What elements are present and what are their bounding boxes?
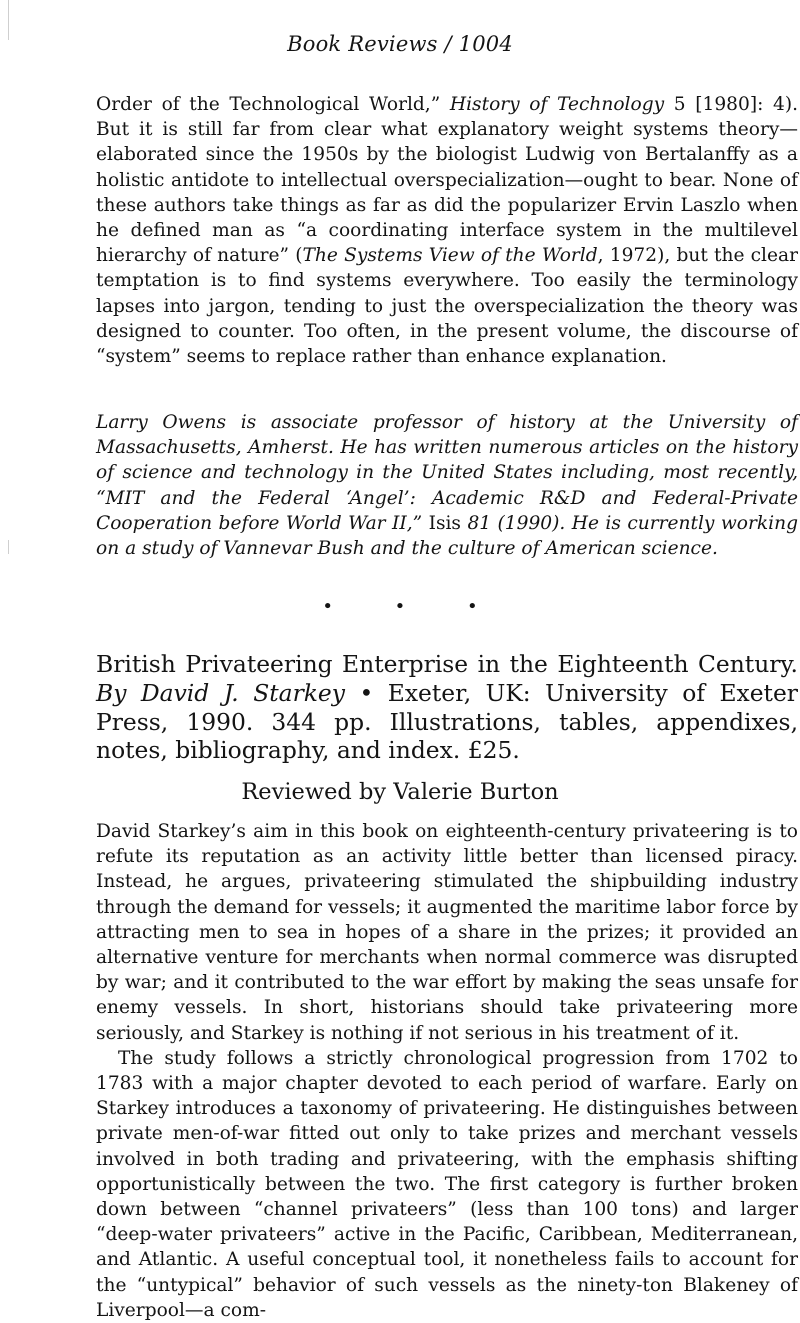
text-run: Order of the Technological World,”	[96, 94, 450, 115]
section-separator: • • •	[322, 596, 478, 617]
text-run: Larry Owens is associate professor of history at the University of Massachusetts, Amherst. He has written numerous articles on the history of science and technology in the United States including, most recently, “MIT and the Federal ‘Angel’: Academic R&D and Federal-Private Cooperation before World War II,”	[96, 412, 798, 534]
italic-title: History of Technology	[449, 94, 665, 115]
text-run: 5 [1980]: 4). But it is still far from clear what explanatory weight systems theory—elaborated since the 1950s by the biologist Ludwig von Bertalanffy as a holistic antidote to intellectual overspecialization—ought to bear. None of these authors take things as far as did the popularizer Ervin Laszlo when he defined man as “a coordinating interface system in the multilevel hierarchy of nature” (	[96, 94, 798, 267]
italic-title: By David J. Starkey	[96, 678, 345, 707]
scan-edge-mark	[8, 540, 9, 554]
journal-name: Isis	[428, 512, 461, 534]
text-run: 81 (1990). He is currently working on a study of Vannevar Bush and the culture of American science.	[96, 512, 798, 560]
italic-title: The Systems View of the World	[302, 245, 598, 267]
reviewer-bio-block	[96, 410, 798, 561]
review-paragraph-1: David Starkey’s aim in this book on eighteenth-century privateering is to refute its reputation as an activity little better than licensed piracy. Instead, he argues, privateering stimulated the shipbuilding industry through the demand for vessels; it augmented the maritime labor force by attracting men to sea in hopes of a share in the prizes; it provided an alternative venture for merchants when normal commerce was disrupted by war; and it contributed to the war effort by making the seas unsafe for enemy vessels. In short, historians should take privateering more seriously, and Starkey is nothing if not serious in his treatment of it.	[96, 821, 798, 1044]
book-entry	[96, 650, 798, 765]
book-entry-block	[96, 650, 798, 765]
review-paragraph-2: The study follows a strictly chronological progression from 1702 to 1783 with a major chapter devoted to each period of warfare. Early on Starkey introduces a taxonomy of privateering. He distinguishes between private men-of-war fitted out only to take prizes and merchant vessels involved in both trading and privateering, with the emphasis shifting opportunistically between the two. The first category is further broken down between “channel privateers” (less than 100 tons) and larger “deep-water privateers” active in the Pacific, Caribbean, Mediterranean, and Atlantic. A useful conceptual tool, it nonetheless fails to account for the “untypical” behavior of such vessels as the ninety-ton Blakeney of Liverpool—a com-	[96, 1047, 798, 1321]
text-run: , 1972), but the clear temptation is to find systems everywhere. Too easily the terminology lapses into jargon, tending to just the overspecialization the theory was designed to counter. Too often, in the present volume, the discourse of “system” seems to replace rather than enhance explanation.	[96, 245, 798, 368]
text-run: British Privateering Enterprise in the Eighteenth Century.	[96, 650, 798, 678]
previous-review-ending	[96, 92, 798, 369]
text-run: • Exeter, UK: University of Exeter Press, 1990. 344 pp. Illustrations, tables, appendixes, notes, bibliography, and index. £25.	[96, 678, 798, 765]
running-head: Book Reviews / 1004	[287, 32, 513, 56]
reviewer-line: Reviewed by Valerie Burton	[241, 779, 559, 805]
closing-paragraph	[96, 92, 798, 369]
review-body	[96, 819, 798, 1323]
reviewer-bio	[96, 410, 798, 561]
